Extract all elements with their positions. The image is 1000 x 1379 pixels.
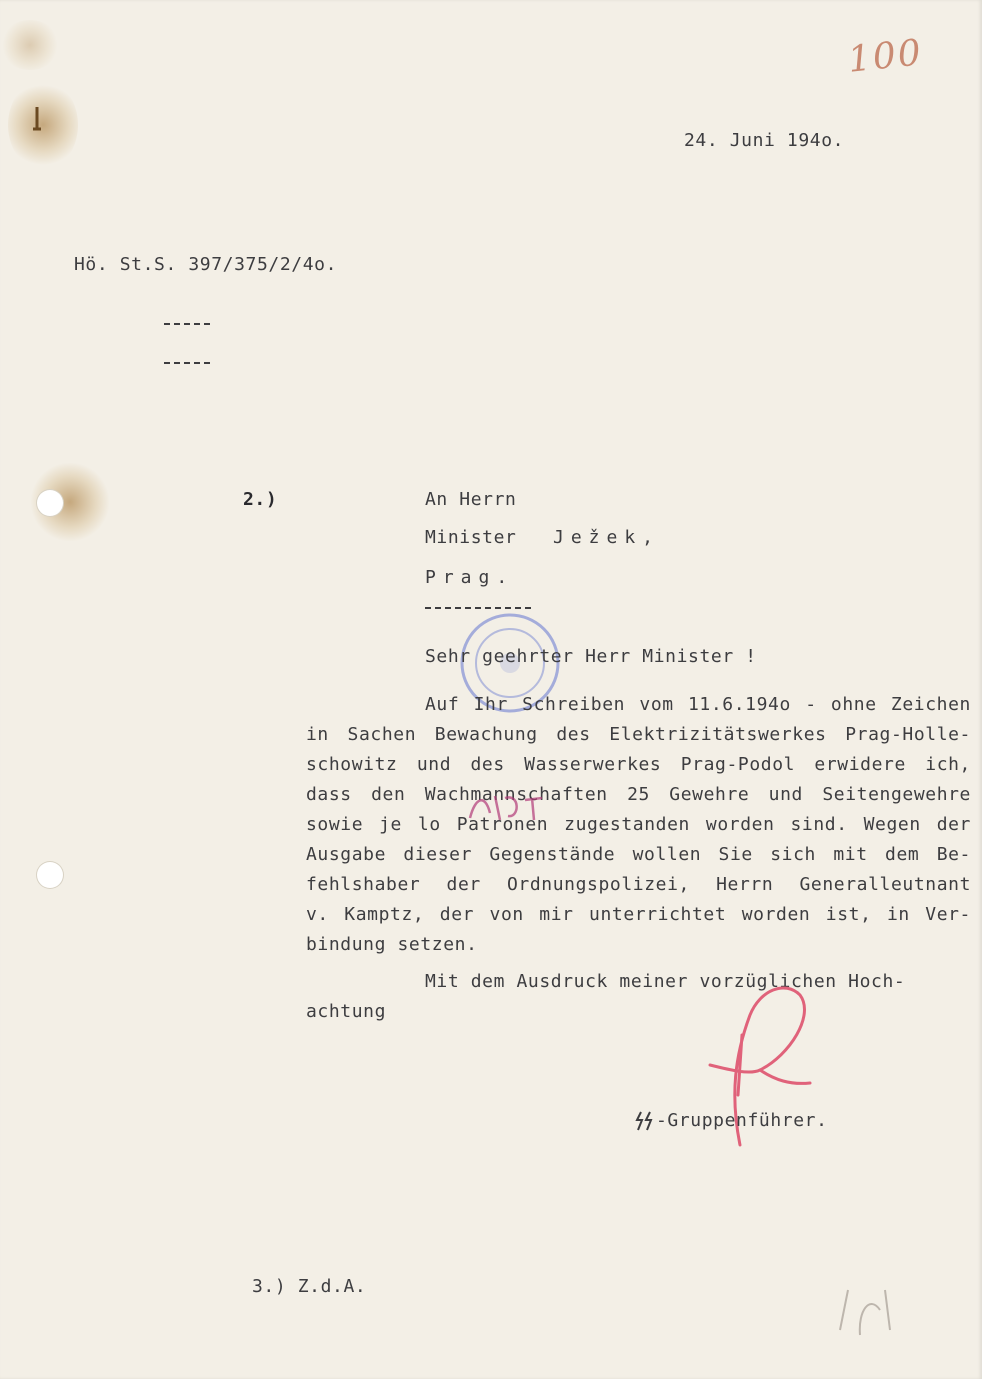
pencil-mark — [830, 1280, 910, 1340]
recipient-title: Minister — [425, 527, 517, 548]
body-line-3: schowitz und des Wasserwerkes Prag-Podol erwidere ich, — [306, 754, 971, 775]
punch-hole-upper — [37, 490, 63, 516]
body-line-4: dass den Wachmannschaften 25 Gewehre und Seitengewehre — [306, 784, 971, 805]
staple-icon — [30, 105, 44, 135]
punch-hole-lower — [37, 862, 63, 888]
body-line-8: v. Kamptz, der von mir unterrichtet worden ist, in Ver- — [306, 904, 971, 925]
separator-dash-2 — [164, 362, 210, 364]
body-line-5: sowie je lo Patronen zugestanden worden sind. Wegen der — [306, 814, 971, 835]
archive-number: 100 — [846, 32, 925, 81]
body-line-2: in Sachen Bewachung des Elektrizitätswerkes Prag-Holle- — [306, 724, 971, 745]
separator-dash-1 — [164, 323, 210, 325]
body-line-1: Auf Ihr Schreiben vom 11.6.194o - ohne Zeichen — [425, 694, 971, 715]
step-3-label: 3.) Z.d.A. — [252, 1276, 367, 1297]
salutation: Sehr geehrter Herr Minister ! — [425, 646, 757, 667]
body-line-6: Ausgabe dieser Gegenstände wollen Sie sich mit dem Be- — [306, 844, 971, 865]
staple-stain — [0, 20, 60, 70]
body-line-7: fehlshaber der Ordnungspolizei, Herrn Generalleutnant — [306, 874, 971, 895]
closing-line-1: Mit dem Ausdruck meiner vorzüglichen Hoch- — [425, 971, 906, 992]
closing-line-2: achtung — [306, 1001, 387, 1022]
recipient-line-1: An Herrn — [425, 489, 517, 510]
red-ink-stamp — [450, 778, 560, 828]
letter-date: 24. Juni 194o. — [684, 130, 845, 151]
ss-runes-icon — [634, 1110, 656, 1132]
reference-number: Hö. St.S. 397/375/2/4o. — [74, 254, 338, 275]
recipient-name: Ježek, — [553, 527, 661, 548]
step-2-label: 2.) — [243, 489, 278, 510]
body-line-9: bindung setzen. — [306, 934, 478, 955]
recipient-city: Prag. — [425, 567, 515, 588]
signatory-title: -Gruppenführer. — [656, 1110, 828, 1131]
